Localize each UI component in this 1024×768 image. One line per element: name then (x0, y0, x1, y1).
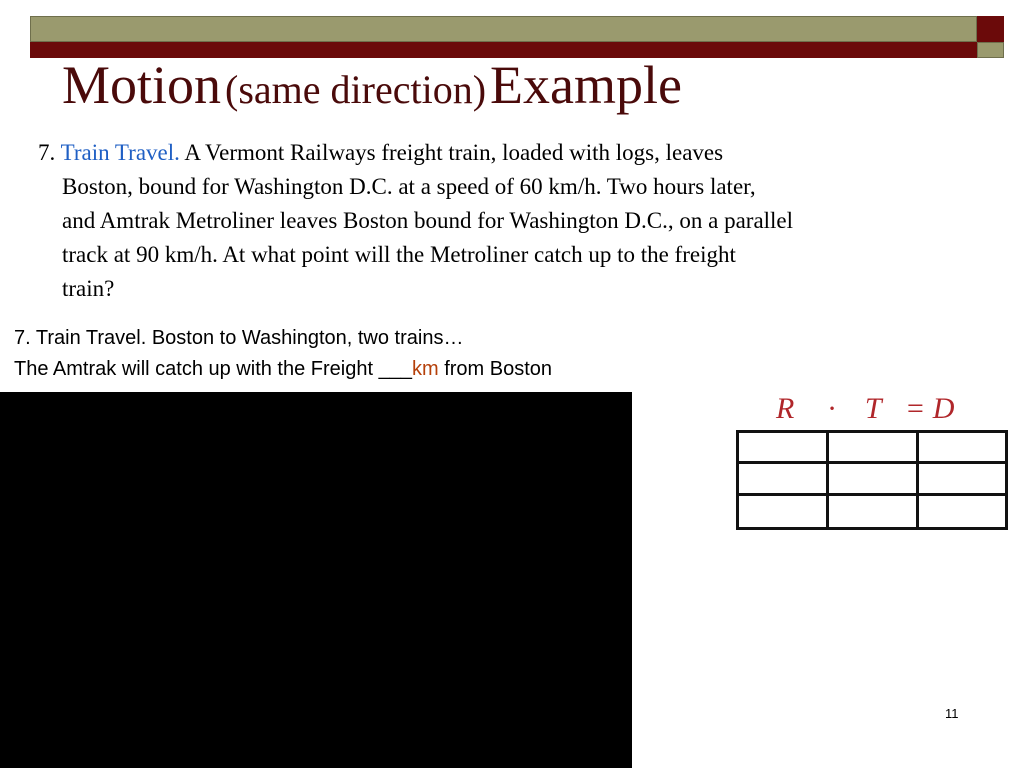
problem-line-5: train? (62, 276, 115, 301)
problem-text (38, 136, 978, 306)
table-cell (739, 433, 829, 464)
answer-unit: km (411, 358, 439, 380)
answer-line (14, 359, 552, 379)
answer-prefix: The Amtrak will catch up with the Freight ___ (14, 358, 412, 380)
title-example: Example (490, 55, 682, 115)
problem-label: Train Travel. (60, 140, 180, 165)
problem-line-2: Boston, bound for Washington D.C. at a speed of 60 km/h. Two hours later, (62, 174, 756, 199)
page-number: 11 (945, 706, 959, 721)
problem-number: 7. (38, 140, 56, 165)
table-cell (919, 433, 1005, 464)
table-cell (829, 496, 919, 527)
problem-line-1 (38, 136, 978, 170)
problem-line-3: and Amtrak Metroliner leaves Boston bound for Washington D.C., on a parallel (62, 208, 794, 233)
formula-t: T (864, 392, 882, 425)
rate-time-distance-formula (776, 394, 954, 424)
table-cell (919, 496, 1005, 527)
table-cell (829, 464, 919, 495)
header-bar-olive (30, 16, 977, 42)
table-cell (919, 464, 1005, 495)
problem-line-4: track at 90 km/h. At what point will the Metroliner catch up to the freight (62, 242, 736, 267)
title-same-direction: (same direction) (225, 67, 487, 112)
answer-suffix: from Boston (438, 358, 553, 380)
formula-equals-d: = D (905, 392, 955, 425)
summary-line: 7. Train Travel. Boston to Washington, two trains… (14, 327, 464, 349)
rtd-table (736, 430, 1008, 530)
header-corner-olive (977, 42, 1004, 58)
table-cell (739, 464, 829, 495)
video-placeholder (0, 392, 632, 768)
formula-dot: · (827, 392, 836, 425)
title-motion: Motion (62, 55, 222, 115)
table-cell (829, 433, 919, 464)
formula-r: R (776, 392, 795, 425)
slide-title (62, 55, 682, 115)
table-cell (739, 496, 829, 527)
problem-line1-text: A Vermont Railways freight train, loaded with logs, leaves (184, 140, 724, 165)
header-corner-red (977, 16, 1004, 42)
